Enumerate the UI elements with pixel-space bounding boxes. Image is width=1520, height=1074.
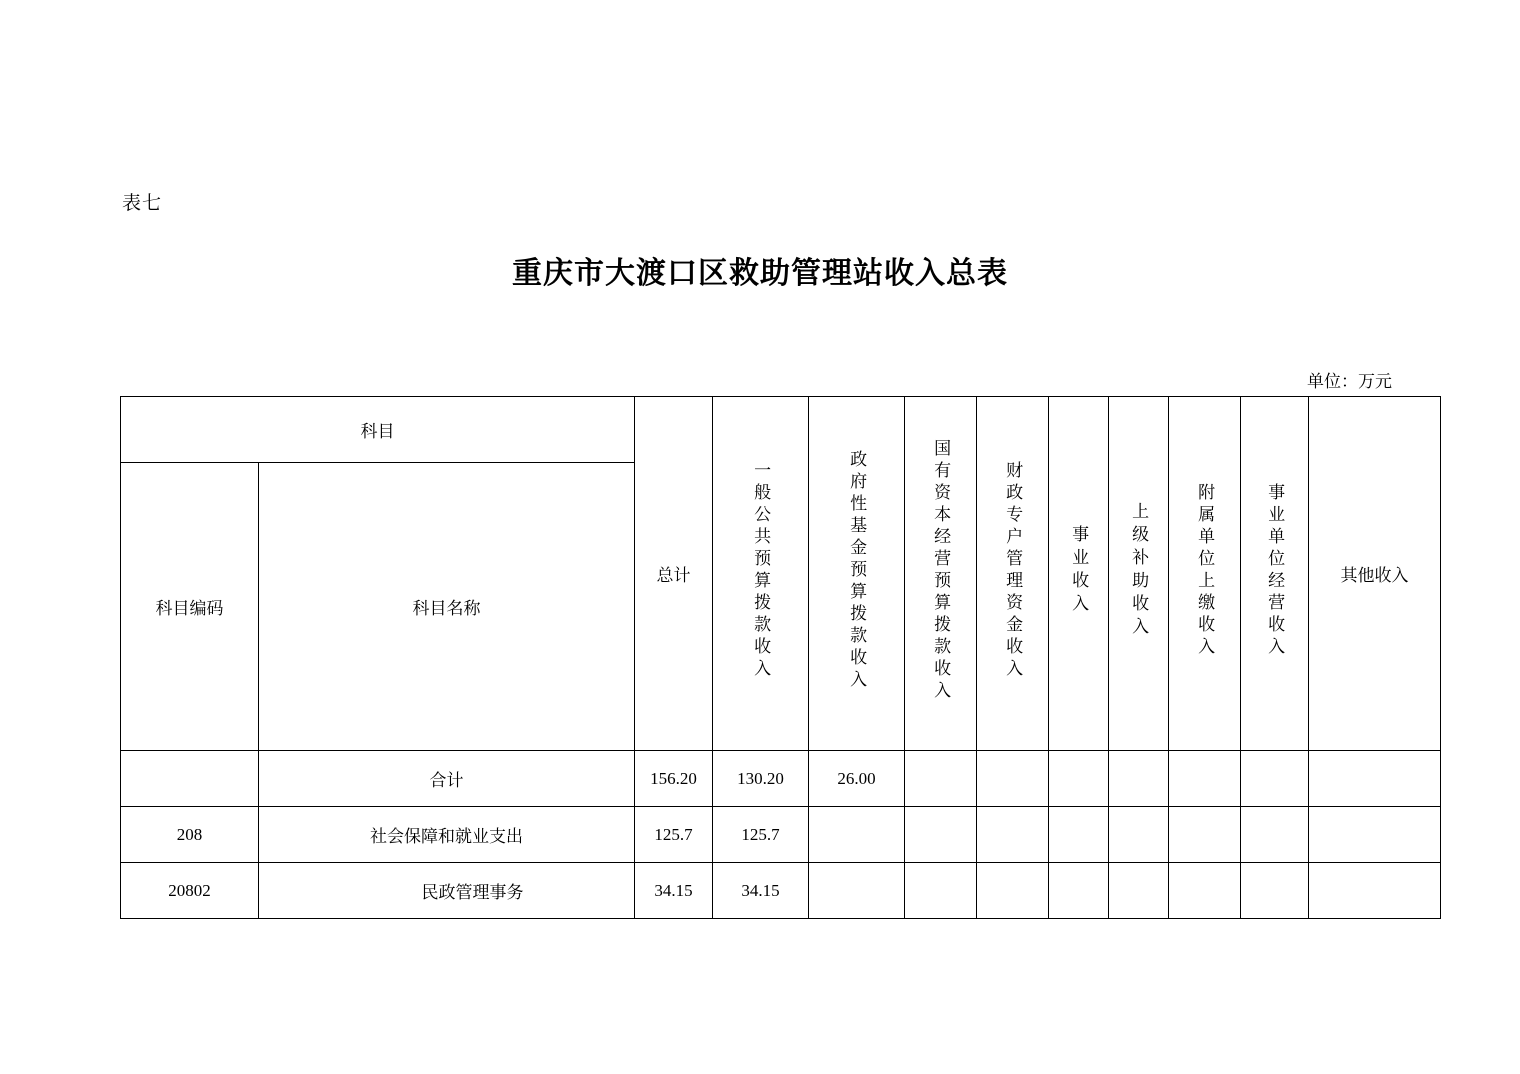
cell-total: 34.15 — [635, 863, 713, 919]
header-career-income — [1049, 397, 1109, 751]
table-label: 表七 — [122, 193, 163, 214]
unit-note: 单位：万元 — [1307, 372, 1392, 391]
cell-code: 208 — [121, 807, 259, 863]
cell-gov-fund-budget — [809, 807, 905, 863]
cell-affiliate-payment — [1169, 807, 1241, 863]
header-gov-fund-budget-label: 政府性基金预算拨款收入 — [847, 450, 867, 692]
cell-other-income — [1309, 863, 1441, 919]
cell-gov-fund-budget: 26.00 — [809, 751, 905, 807]
cell-other-income — [1309, 751, 1441, 807]
header-affiliate-payment-label: 附属单位上缴收入 — [1195, 483, 1215, 659]
cell-upper-subsidy — [1109, 751, 1169, 807]
cell-affiliate-payment — [1169, 863, 1241, 919]
cell-name: 民政管理事务 — [259, 863, 635, 919]
cell-fiscal-special-account — [977, 751, 1049, 807]
header-total-label: 总计 — [656, 566, 691, 585]
cell-fiscal-special-account — [977, 863, 1049, 919]
header-total — [635, 397, 713, 751]
cell-fiscal-special-account — [977, 807, 1049, 863]
page-title: 重庆市大渡口区救助管理站收入总表 — [512, 257, 1008, 290]
table-row — [121, 807, 1441, 863]
cell-career-income — [1049, 807, 1109, 863]
table-row — [121, 751, 1441, 807]
cell-upper-subsidy — [1109, 863, 1169, 919]
header-subject-code: 科目编码 — [121, 463, 259, 751]
header-subject-group: 科目 — [121, 397, 635, 463]
cell-gov-fund-budget — [809, 863, 905, 919]
cell-other-income — [1309, 807, 1441, 863]
cell-career-operating — [1241, 751, 1309, 807]
cell-code — [121, 751, 259, 807]
cell-soe-capital — [905, 751, 977, 807]
cell-affiliate-payment — [1169, 751, 1241, 807]
header-fiscal-special-account — [977, 397, 1049, 751]
table-header-group-row — [121, 397, 1441, 463]
header-career-operating-label: 事业单位经营收入 — [1265, 483, 1285, 659]
cell-career-operating — [1241, 807, 1309, 863]
cell-total: 125.7 — [635, 807, 713, 863]
cell-career-operating — [1241, 863, 1309, 919]
header-other-income-label: 其他收入 — [1340, 566, 1409, 585]
header-career-income-label: 事业收入 — [1069, 525, 1089, 617]
cell-general-budget: 125.7 — [713, 807, 809, 863]
cell-career-income — [1049, 751, 1109, 807]
header-career-operating — [1241, 397, 1309, 751]
cell-soe-capital — [905, 863, 977, 919]
header-other-income — [1309, 397, 1441, 751]
cell-name: 合计 — [259, 751, 635, 807]
header-affiliate-payment — [1169, 397, 1241, 751]
header-general-budget — [713, 397, 809, 751]
header-soe-capital-label: 国有资本经营预算拨款收入 — [931, 439, 951, 703]
cell-soe-capital — [905, 807, 977, 863]
header-fiscal-special-account-label: 财政专户管理资金收入 — [1003, 461, 1023, 681]
table-row — [121, 863, 1441, 919]
income-summary-table — [120, 396, 1441, 919]
header-upper-subsidy-label: 上级补助收入 — [1129, 502, 1149, 640]
cell-code: 20802 — [121, 863, 259, 919]
cell-upper-subsidy — [1109, 807, 1169, 863]
header-gov-fund-budget — [809, 397, 905, 751]
cell-total: 156.20 — [635, 751, 713, 807]
header-soe-capital — [905, 397, 977, 751]
cell-name: 社会保障和就业支出 — [259, 807, 635, 863]
header-subject-name: 科目名称 — [259, 463, 635, 751]
cell-general-budget: 130.20 — [713, 751, 809, 807]
cell-general-budget: 34.15 — [713, 863, 809, 919]
header-general-budget-label: 一般公共预算拨款收入 — [751, 461, 771, 681]
cell-career-income — [1049, 863, 1109, 919]
header-upper-subsidy — [1109, 397, 1169, 751]
